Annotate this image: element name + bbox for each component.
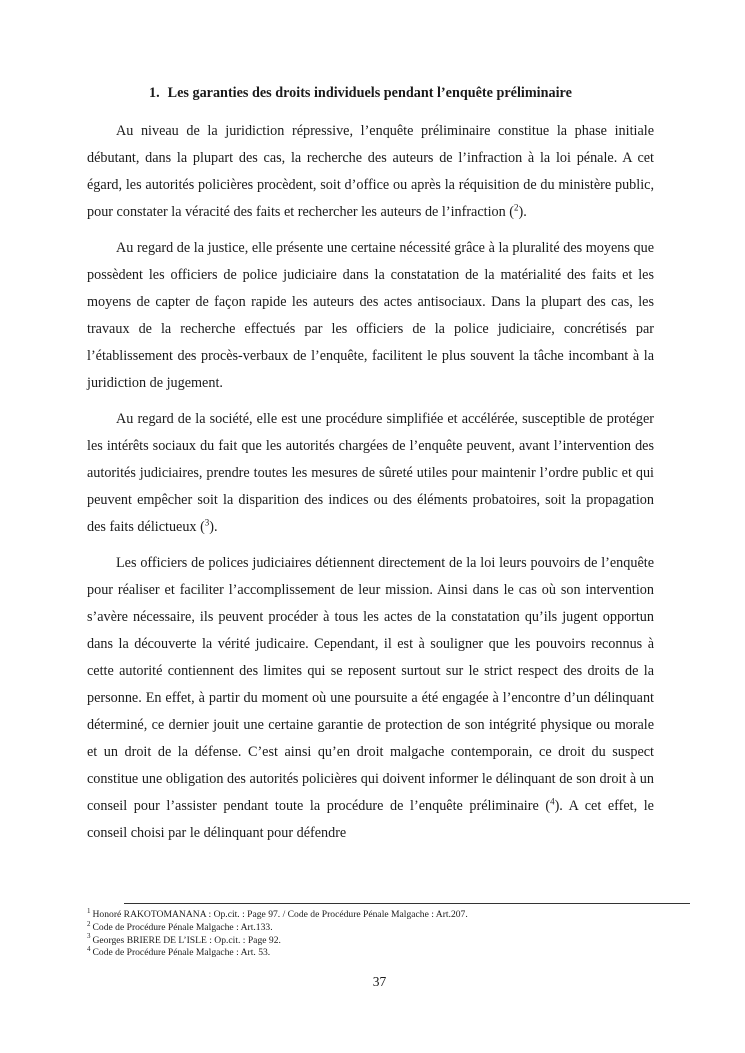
footnote-text: Code de Procédure Pénale Malgache : Art.133.	[92, 921, 273, 933]
footnote-ref: 2	[514, 202, 519, 213]
page-body	[87, 84, 654, 856]
footnote-text: Georges BRIERE DE L’ISLE : Op.cit. : Page 92.	[92, 934, 281, 946]
paragraph-4	[87, 550, 654, 847]
paragraph-2	[87, 235, 654, 397]
footnote-ref: 3	[204, 517, 210, 528]
paragraph-tail: ).	[518, 204, 527, 220]
footnote-ref: 4	[550, 796, 555, 807]
section-number: 1.	[149, 85, 160, 101]
footnotes	[87, 906, 687, 960]
footnote-number: 2	[87, 919, 91, 928]
footnote-4	[87, 947, 687, 960]
footnote-number: 1	[87, 906, 91, 915]
paragraph-text: Les officiers de polices judiciaires détiennent directement de la loi leurs pouvoirs de l’enquête pour réaliser et faciliter l’accomplissement de leur mission. Ainsi dans le cas où son intervention s’avère nécessaire, ils peuvent procéder à tous les actes de la constatation qu’ils jugent opportun dans la découverte la vérité judicaire. Cependant, il est à souligner que les pouvoirs reconnus à cette autorité contiennent des limites qui se reposent surtout sur le strict respect des droits de la personne. En effet, à partir du moment où une poursuite a été engagée à l’encontre d’un délinquant déterminé, ce dernier jouit une certaine garantie de protection de son intégrité physique ou morale et un droit de la défense. C’est ainsi qu’en droit malgache contemporain, ce droit du suspect constitue une obligation des autorités policières qui doivent informer le délinquant de son droit à un conseil pour l’assister pendant toute la procédure de l’enquête préliminaire (	[87, 555, 654, 814]
footnote-3	[87, 932, 687, 948]
section-heading	[149, 84, 654, 102]
paragraph-tail: ). A cet effet, le conseil choisi par le délinquant pour défendre	[87, 798, 654, 841]
page-number: 37	[372, 974, 387, 989]
paragraph-text: Au regard de la société, elle est une procédure simplifiée et accélérée, susceptible de protéger les intérêts sociaux du fait que les autorités chargées de l’enquête peuvent, avant l’intervention des autorités judiciaires, prendre toutes les mesures de sûreté utiles pour maintenir l’ordre public et qui peuvent empêcher soit la disparition des indices ou des éléments probatoires, soit la propagation des faits délictueux (	[87, 411, 654, 535]
footnote-number: 3	[87, 932, 91, 941]
footnote-text: Honoré RAKOTOMANANA : Op.cit. : Page 97. / Code de Procédure Pénale Malgache : Art.207.	[92, 909, 468, 920]
footnote-2	[87, 919, 687, 935]
section-title: Les garanties des droits individuels pendant l’enquête préliminaire	[167, 85, 572, 101]
paragraph-tail: ).	[209, 519, 218, 535]
paragraph-text: Au regard de la justice, elle présente une certaine nécessité grâce à la pluralité des moyens que possèdent les officiers de police judiciaire dans la constatation de la matérialité des faits et les moyens de capter de façon rapide les auteurs des actes antisociaux. Dans la plupart des cas, les travaux de la recherche effectués par les officiers de la police judiciaire, concrétisés par l’établissement des procès-verbaux de l’enquête, facilitent le plus souvent la tâche incombant à la juridiction de jugement.	[87, 240, 654, 391]
footnote-text: Code de Procédure Pénale Malgache : Art. 53.	[92, 947, 271, 959]
paragraph-3	[87, 406, 654, 541]
footnote-number: 4	[87, 945, 91, 954]
paragraph-text: Au niveau de la juridiction répressive, l’enquête préliminaire constitue la phase initiale débutant, dans la plupart des cas, la recherche des auteurs de l’infraction à la loi pénale. A cet égard, les autorités policières procèdent, soit d’office ou après la réquisition de du ministère public, pour constater la véracité des faits et rechercher les auteurs de l’infraction (	[87, 123, 654, 220]
paragraph-1	[87, 118, 654, 226]
footnote-1	[87, 906, 687, 922]
footnote-separator	[124, 903, 690, 904]
